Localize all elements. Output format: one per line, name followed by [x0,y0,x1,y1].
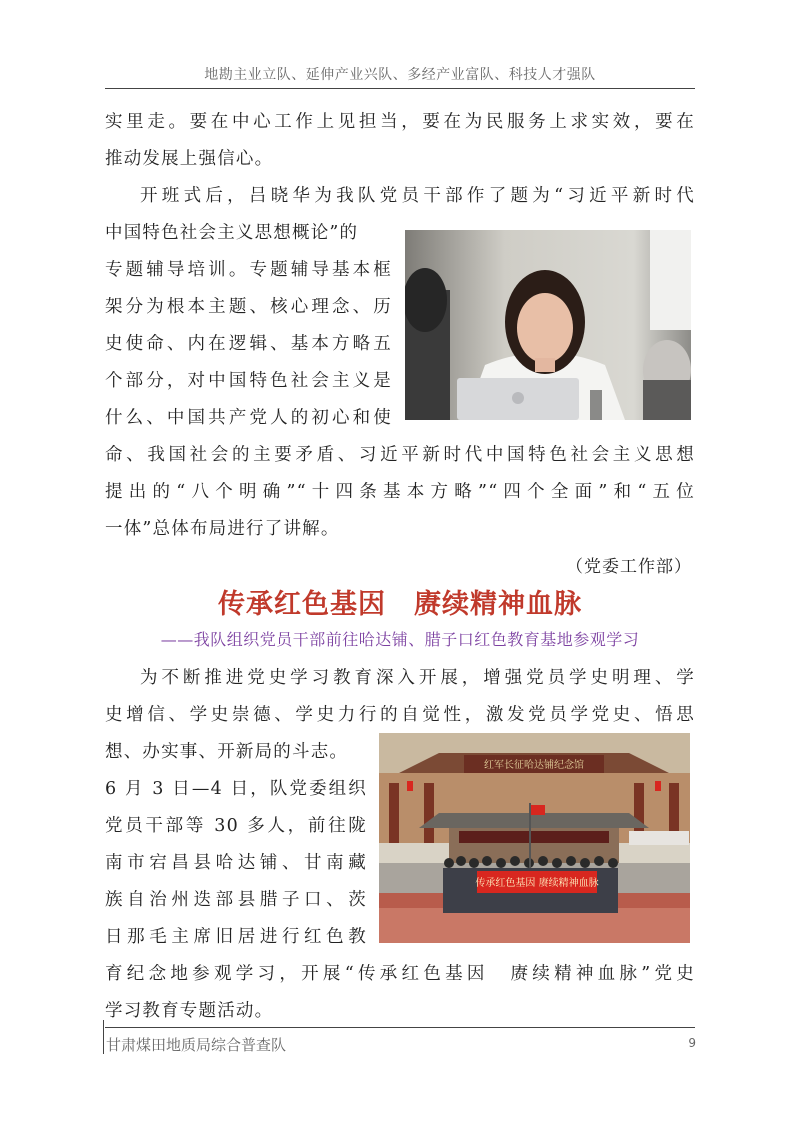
paragraph-line: 什么、中国共产党人的初心和使 [105,408,392,428]
footer-tick [103,1020,104,1054]
paragraph-line: 史使命、内在逻辑、基本方略五 [105,334,392,354]
paragraph-line: 提出的“八个明确”“十四条基本方略”“四个全面”和“五位 [105,482,695,502]
paragraph-line: 育纪念地参观学习，开展“传承红色基因 赓续精神血脉”党史 [105,964,695,984]
paragraph-line: 一体”总体布局进行了讲解。 [105,519,340,539]
paragraph-line: 学习教育专题活动。 [105,1001,274,1021]
department-signature: （党委工作部） [566,557,692,577]
paragraph-line: 专题辅导培训。专题辅导基本框 [105,260,392,280]
speaker-photo [405,230,691,420]
paragraph-line: 推动发展上强信心。 [105,149,274,169]
footer-organization: 甘肃煤田地质局综合普查队 [106,1036,287,1054]
paragraph-line: 日那毛主席旧居进行红色教 [105,927,367,947]
paragraph-line: 想、办实事、开新局的斗志。 [105,742,349,762]
building-sign: 红军长征哈达铺纪念馆 [484,760,584,771]
paragraph-line: 6 月 3 日—4 日，队党委组织 [105,779,367,799]
paragraph-line: 开班式后，吕晓华为我队党员干部作了题为“习近平新时代 [140,186,695,206]
paragraph-line: 族自治州迭部县腊子口、茨 [105,890,367,910]
paragraph-line: 史增信、学史崇德、学史力行的自觉性，激发党员学党史、悟思 [105,705,695,725]
header-rule [105,88,695,89]
article-subtitle: ——我队组织党员干部前往哈达铺、腊子口红色教育基地参观学习 [160,630,640,649]
footer-rule [105,1027,695,1028]
paragraph-line: 为不断推进党史学习教育深入开展，增强党员学史明理、学 [140,668,695,688]
paragraph-line: 命、我国社会的主要矛盾、习近平新时代中国特色社会主义思想 [105,445,695,465]
banner-text: 传承红色基因 赓续精神血脉 [475,878,599,889]
group-photo [379,733,690,943]
running-header: 地勘主业立队、延伸产业兴队、多经产业富队、科技人才强队 [204,67,596,83]
page-number: 9 [688,1036,696,1050]
paragraph-line: 个部分，对中国特色社会主义是 [105,371,392,391]
paragraph-line: 架分为根本主题、核心理念、历 [105,297,392,317]
paragraph-line: 中国特色社会主义思想概论”的 [105,223,359,243]
paragraph-line: 实里走。要在中心工作上见担当，要在为民服务上求实效，要在 [105,112,695,132]
paragraph-line: 南市宕昌县哈达铺、甘南藏 [105,853,367,873]
article-title: 传承红色基因 赓续精神血脉 [218,589,582,620]
paragraph-line: 党员干部等 30 多人，前往陇 [105,816,367,836]
